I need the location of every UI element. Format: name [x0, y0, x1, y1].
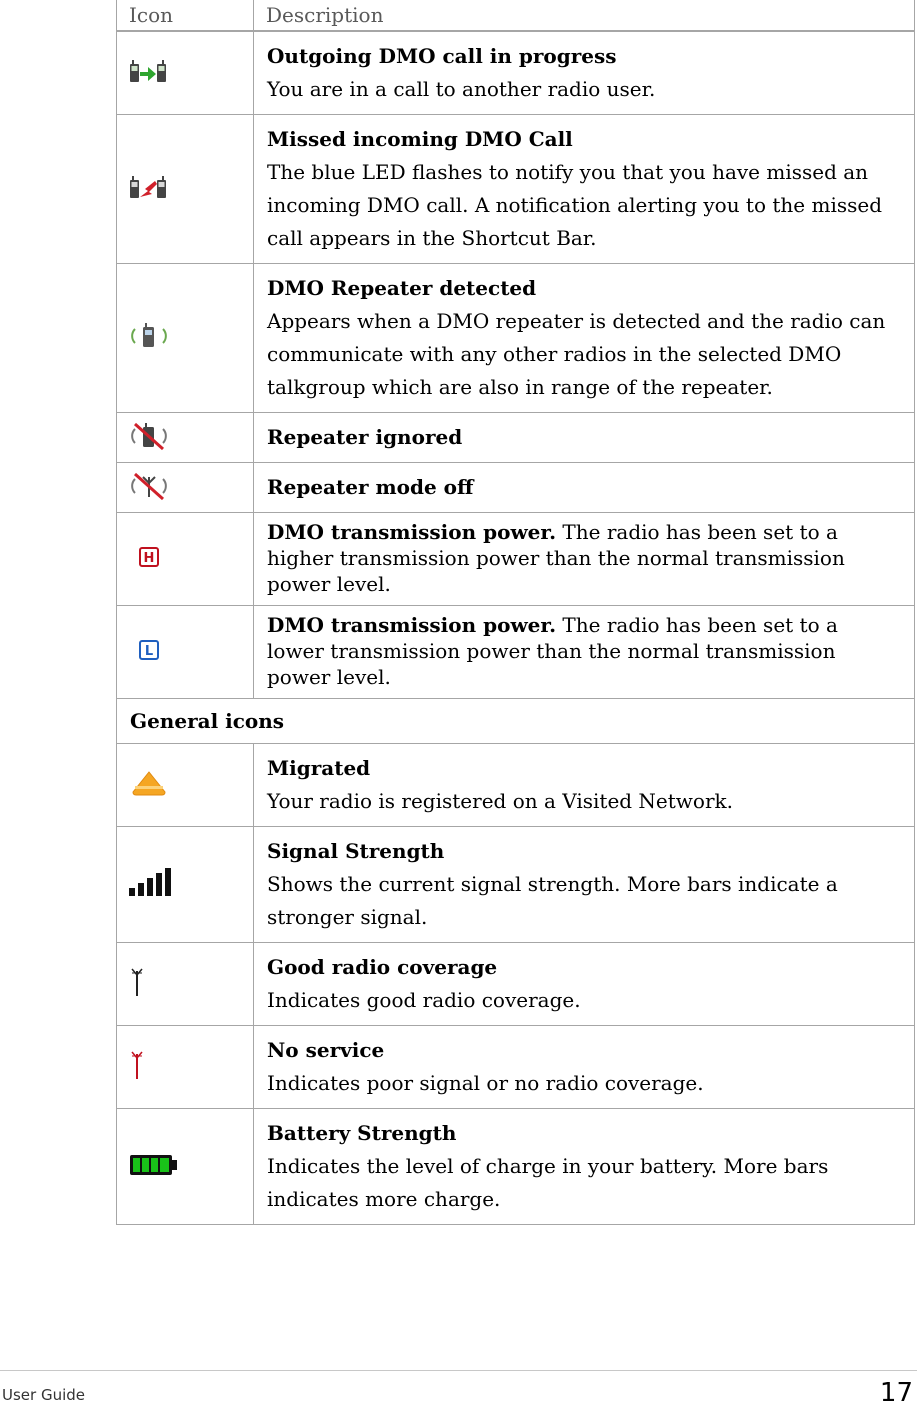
low-power-icon [139, 640, 159, 664]
table-row [117, 606, 915, 699]
section-row [117, 699, 915, 744]
repeater-ignored-icon [129, 421, 169, 455]
row-text: Shows the current signal strength. More bars indicate a stronger signal. [267, 872, 838, 929]
svg-text:L: L [144, 644, 154, 659]
migrated-icon [129, 768, 169, 802]
table-row [117, 513, 915, 606]
row-title: DMO transmission power. [267, 520, 557, 544]
row-title: No service [267, 1038, 385, 1062]
section-title: General icons [117, 699, 915, 744]
row-title: Outgoing DMO call in progress [267, 44, 617, 68]
row-text: Indicates good radio coverage. [267, 988, 581, 1012]
table-row [117, 744, 915, 827]
high-power-icon [139, 547, 159, 571]
row-text: The radio has been set to a higher transmission power than the normal transmission power level. [267, 520, 845, 596]
table-row [117, 943, 915, 1026]
table-row [117, 264, 915, 413]
description-column-header: Description [254, 0, 915, 31]
table-row [117, 413, 915, 463]
footer-divider [0, 1370, 917, 1371]
row-title: Migrated [267, 756, 371, 780]
outgoing-dmo-call-icon [129, 56, 169, 90]
row-text: Appears when a DMO repeater is detected and the radio can communicate with any other radios in the selected DMO talkgroup which are also in range of the repeater. [267, 309, 886, 399]
missed-dmo-call-icon [129, 172, 169, 206]
footer-doc-title: User Guide [2, 1386, 86, 1404]
table-row [117, 1026, 915, 1109]
no-service-icon [129, 1050, 145, 1084]
icon-column-header: Icon [117, 0, 254, 31]
row-title: Missed incoming DMO Call [267, 127, 573, 151]
row-text: Your radio is registered on a Visited Network. [267, 789, 734, 813]
row-title: Repeater ignored [267, 425, 463, 449]
battery-icon [129, 1153, 179, 1181]
row-title: DMO transmission power. [267, 613, 557, 637]
table-row [117, 463, 915, 513]
table-row [117, 1109, 915, 1225]
table-row [117, 31, 915, 115]
page-number: 17 [879, 1378, 913, 1408]
signal-strength-icon [129, 868, 173, 902]
row-text: The radio has been set to a lower transmission power than the normal transmission power level. [267, 613, 838, 689]
dmo-repeater-icon [129, 321, 169, 355]
row-text: Indicates the level of charge in your battery. More bars indicates more charge. [267, 1154, 829, 1211]
icon-table [116, 0, 915, 1225]
row-text: You are in a call to another radio user. [267, 77, 656, 101]
row-title: DMO Repeater detected [267, 276, 537, 300]
row-text: The blue LED flashes to notify you that you have missed an incoming DMO call. A notification alerting you to the missed call appears in the Shortcut Bar. [267, 160, 882, 250]
svg-text:H: H [143, 551, 155, 566]
row-title: Signal Strength [267, 839, 445, 863]
table-row [117, 115, 915, 264]
row-text: Indicates poor signal or no radio coverage. [267, 1071, 704, 1095]
good-coverage-icon [129, 967, 145, 1001]
row-title: Repeater mode off [267, 475, 474, 499]
table-header-row [117, 0, 915, 31]
row-title: Battery Strength [267, 1121, 457, 1145]
table-row [117, 827, 915, 943]
repeater-mode-off-icon [129, 471, 169, 505]
row-title: Good radio coverage [267, 955, 498, 979]
